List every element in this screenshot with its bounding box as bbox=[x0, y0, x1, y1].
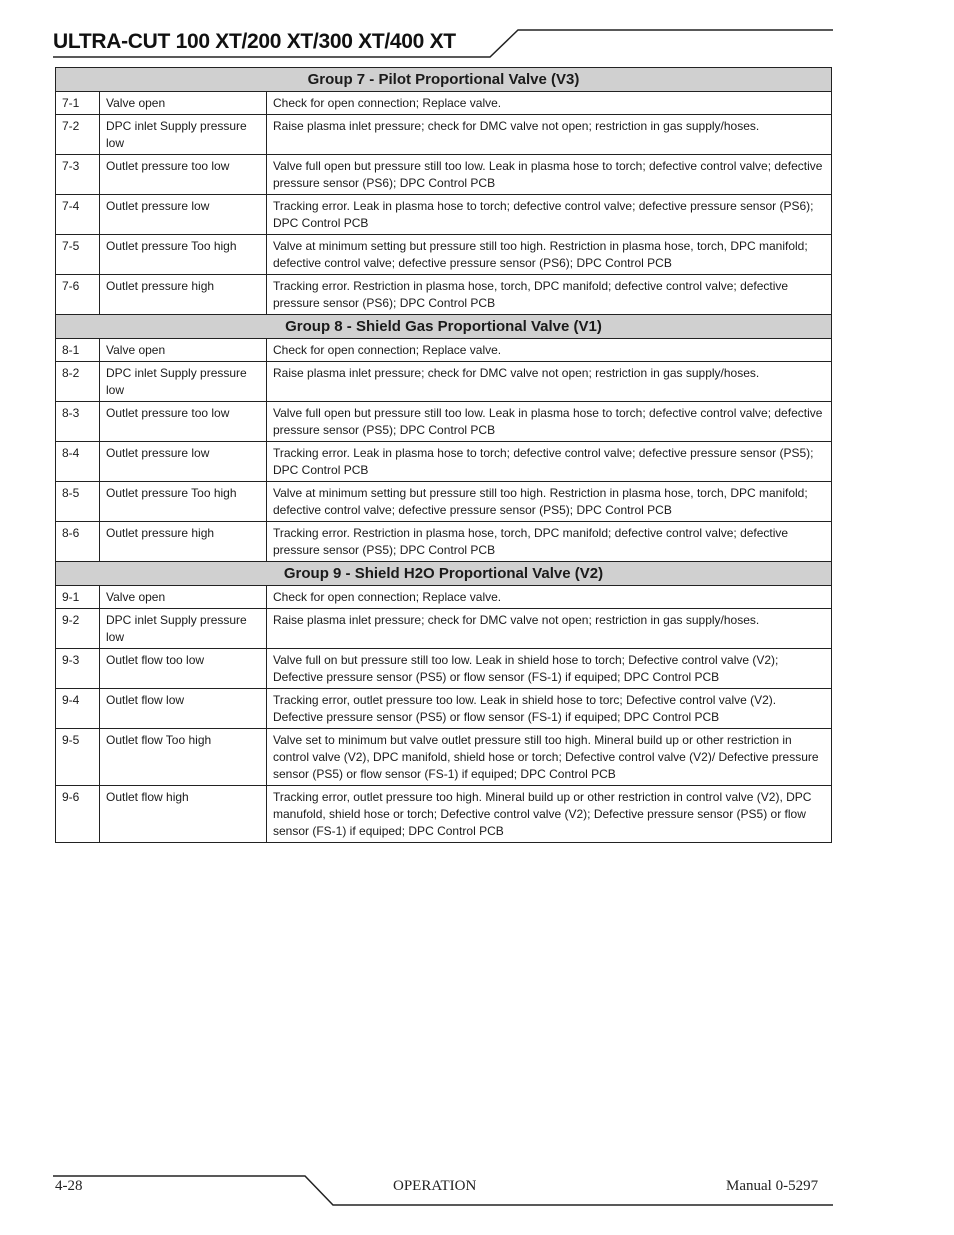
corrective-action-cell: Check for open connection; Replace valve. bbox=[267, 586, 832, 609]
error-name-cell: Outlet pressure Too high bbox=[100, 235, 267, 275]
table-row bbox=[56, 786, 832, 843]
error-name-cell: Outlet flow low bbox=[100, 689, 267, 729]
error-code-cell: 7-1 bbox=[56, 92, 100, 115]
error-name-cell: Outlet flow Too high bbox=[100, 729, 267, 786]
error-code-cell: 8-4 bbox=[56, 442, 100, 482]
group-header-row bbox=[56, 562, 832, 586]
corrective-action-cell: Valve full open but pressure still too low. Leak in plasma hose to torch; defective control valve; defective pressure sensor (PS6); DPC Control PCB bbox=[267, 155, 832, 195]
document-title: ULTRA-CUT 100 XT/200 XT/300 XT/400 XT bbox=[53, 30, 456, 53]
error-name-cell: Outlet flow high bbox=[100, 786, 267, 843]
table-row bbox=[56, 482, 832, 522]
corrective-action-cell: Check for open connection; Replace valve. bbox=[267, 92, 832, 115]
error-code-table bbox=[55, 67, 832, 843]
corrective-action-cell: Valve at minimum setting but pressure still too high. Restriction in plasma hose, torch, DPC manifold; defective control valve; defective pressure sensor (PS6); DPC Control PCB bbox=[267, 235, 832, 275]
table-row bbox=[56, 362, 832, 402]
table-row bbox=[56, 235, 832, 275]
corrective-action-cell: Tracking error. Leak in plasma hose to torch; defective control valve; defective pressure sensor (PS6); DPC Control PCB bbox=[267, 195, 832, 235]
error-code-cell: 7-3 bbox=[56, 155, 100, 195]
corrective-action-cell: Valve at minimum setting but pressure still too high. Restriction in plasma hose, torch, DPC manifold; defective control valve; defective pressure sensor (PS5); DPC Control PCB bbox=[267, 482, 832, 522]
table-row bbox=[56, 522, 832, 562]
group-title: Group 7 - Pilot Proportional Valve (V3) bbox=[56, 68, 832, 92]
error-name-cell: DPC inlet Supply pressure low bbox=[100, 609, 267, 649]
error-code-cell: 9-5 bbox=[56, 729, 100, 786]
error-code-cell: 9-1 bbox=[56, 586, 100, 609]
group-header-row bbox=[56, 315, 832, 339]
error-code-cell: 7-2 bbox=[56, 115, 100, 155]
table-row bbox=[56, 649, 832, 689]
corrective-action-cell: Valve full on but pressure still too low. Leak in shield hose to torch; Defective control valve (V2); Defective pressure sensor (PS5) or flow sensor (FS-1) if equiped; DPC Control PCB bbox=[267, 649, 832, 689]
section-name: OPERATION bbox=[393, 1178, 477, 1194]
corrective-action-cell: Valve set to minimum but valve outlet pressure still too high. Mineral build up or other restriction in control valve (V2), DPC manifold, shield hose or torch; Defective control valve (V2)/ Defective pressure sensor (PS5) or flow sensor (FS-1) if equiped; DPC Control PCB bbox=[267, 729, 832, 786]
error-code-cell: 8-6 bbox=[56, 522, 100, 562]
error-code-cell: 9-3 bbox=[56, 649, 100, 689]
error-name-cell: Outlet pressure high bbox=[100, 522, 267, 562]
error-name-cell: Outlet flow too low bbox=[100, 649, 267, 689]
table-row bbox=[56, 195, 832, 235]
error-name-cell: Outlet pressure Too high bbox=[100, 482, 267, 522]
error-name-cell: Valve open bbox=[100, 92, 267, 115]
table-row bbox=[56, 275, 832, 315]
error-code-cell: 9-4 bbox=[56, 689, 100, 729]
manual-number: Manual 0-5297 bbox=[726, 1178, 819, 1194]
table-row bbox=[56, 442, 832, 482]
table-row bbox=[56, 729, 832, 786]
error-code-cell: 7-6 bbox=[56, 275, 100, 315]
error-code-cell: 8-1 bbox=[56, 339, 100, 362]
error-code-cell: 7-5 bbox=[56, 235, 100, 275]
error-name-cell: Valve open bbox=[100, 586, 267, 609]
group-header-row bbox=[56, 68, 832, 92]
error-name-cell: Outlet pressure too low bbox=[100, 155, 267, 195]
header-rule bbox=[0, 0, 954, 70]
corrective-action-cell: Raise plasma inlet pressure; check for DMC valve not open; restriction in gas supply/hoses. bbox=[267, 609, 832, 649]
corrective-action-cell: Tracking error, outlet pressure too high. Mineral build up or other restriction in control valve (V2), DPC manufold, shield hose or torch; Defective control valve (V2); Defective pressure sensor (PS5) or flow sensor (FS-1) if equiped; DPC Control PCB bbox=[267, 786, 832, 843]
group-title: Group 9 - Shield H2O Proportional Valve (V2) bbox=[56, 562, 832, 586]
error-code-cell: 8-5 bbox=[56, 482, 100, 522]
table-row bbox=[56, 586, 832, 609]
corrective-action-cell: Tracking error. Restriction in plasma hose, torch, DPC manifold; defective control valve; defective pressure sensor (PS6); DPC Control PCB bbox=[267, 275, 832, 315]
table-row bbox=[56, 115, 832, 155]
table-row bbox=[56, 609, 832, 649]
table-row bbox=[56, 92, 832, 115]
corrective-action-cell: Tracking error. Restriction in plasma hose, torch, DPC manifold; defective control valve; defective pressure sensor (PS5); DPC Control PCB bbox=[267, 522, 832, 562]
error-name-cell: Outlet pressure too low bbox=[100, 402, 267, 442]
error-name-cell: DPC inlet Supply pressure low bbox=[100, 115, 267, 155]
corrective-action-cell: Raise plasma inlet pressure; check for DMC valve not open; restriction in gas supply/hoses. bbox=[267, 362, 832, 402]
page-number: 4-28 bbox=[55, 1178, 83, 1194]
error-code-cell: 8-3 bbox=[56, 402, 100, 442]
error-name-cell: Outlet pressure low bbox=[100, 195, 267, 235]
corrective-action-cell: Raise plasma inlet pressure; check for DMC valve not open; restriction in gas supply/hoses. bbox=[267, 115, 832, 155]
table-row bbox=[56, 155, 832, 195]
error-code-cell: 8-2 bbox=[56, 362, 100, 402]
error-name-cell: DPC inlet Supply pressure low bbox=[100, 362, 267, 402]
table-row bbox=[56, 402, 832, 442]
corrective-action-cell: Check for open connection; Replace valve. bbox=[267, 339, 832, 362]
corrective-action-cell: Tracking error, outlet pressure too low. Leak in shield hose to torc; Defective control valve (V2). Defective pressure sensor (PS5) or flow sensor (FS-1) if equiped; DPC Control PCB bbox=[267, 689, 832, 729]
error-code-cell: 7-4 bbox=[56, 195, 100, 235]
error-name-cell: Valve open bbox=[100, 339, 267, 362]
error-name-cell: Outlet pressure high bbox=[100, 275, 267, 315]
table-row bbox=[56, 689, 832, 729]
group-title: Group 8 - Shield Gas Proportional Valve (V1) bbox=[56, 315, 832, 339]
error-code-cell: 9-6 bbox=[56, 786, 100, 843]
error-name-cell: Outlet pressure low bbox=[100, 442, 267, 482]
error-code-cell: 9-2 bbox=[56, 609, 100, 649]
corrective-action-cell: Valve full open but pressure still too low. Leak in plasma hose to torch; defective control valve; defective pressure sensor (PS5); DPC Control PCB bbox=[267, 402, 832, 442]
table-row bbox=[56, 339, 832, 362]
corrective-action-cell: Tracking error. Leak in plasma hose to torch; defective control valve; defective pressure sensor (PS5); DPC Control PCB bbox=[267, 442, 832, 482]
